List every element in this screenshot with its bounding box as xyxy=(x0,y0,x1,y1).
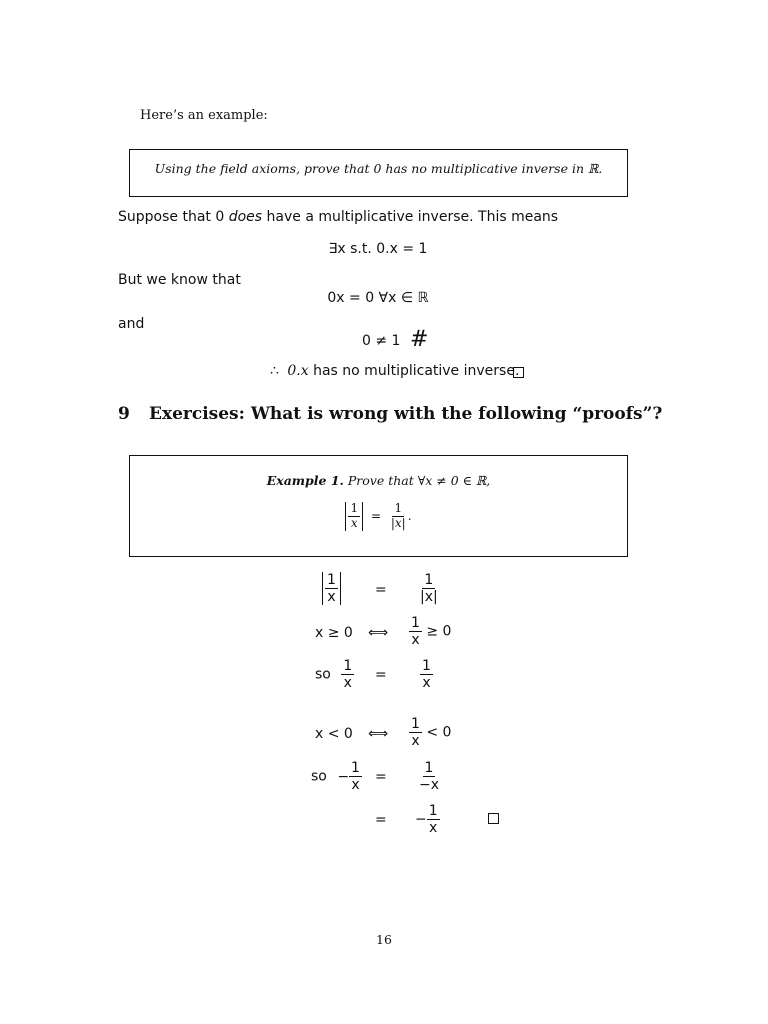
fraction xyxy=(349,760,362,793)
example-equation xyxy=(129,502,628,531)
fraction-denominator: x xyxy=(327,589,336,606)
proof-line-2: But we know that xyxy=(118,272,241,288)
so-word: so xyxy=(315,666,331,683)
fraction-denominator: x xyxy=(351,777,360,794)
example-statement: Prove that ∀x ≠ 0 ∈ ℝ, xyxy=(347,473,491,488)
row2-relation: ⟺ xyxy=(368,625,389,641)
fraction xyxy=(427,803,440,836)
proof-line-3: and xyxy=(118,316,145,332)
row6-relation: = xyxy=(375,812,387,828)
fraction-numerator: 1 xyxy=(411,716,420,732)
fraction-denominator: x xyxy=(422,675,431,692)
fraction-denominator: x xyxy=(343,675,352,692)
row6-rhs xyxy=(415,803,440,836)
fraction xyxy=(420,658,433,691)
so-word: so xyxy=(311,768,327,785)
row2-lhs: x ≥ 0 xyxy=(315,625,353,641)
proof-line-1 xyxy=(118,209,558,225)
fraction-numerator: 1 xyxy=(327,572,336,588)
conclusion-line xyxy=(270,363,519,379)
fraction-denominator: x xyxy=(350,515,358,530)
section-title: Exercises: What is wrong with the following “proofs”? xyxy=(149,404,663,424)
example-label: Example 1. xyxy=(266,473,344,488)
fraction xyxy=(417,760,441,793)
row4-lhs: x < 0 xyxy=(315,726,353,742)
page-number: 16 xyxy=(376,932,392,947)
row1-rhs xyxy=(418,572,440,605)
inequality-tail: < 0 xyxy=(426,724,452,741)
fraction-denominator: x xyxy=(411,733,420,750)
fraction-denominator: |x| xyxy=(420,589,438,606)
fraction xyxy=(418,572,440,605)
fraction xyxy=(409,716,422,749)
fraction-numerator: 1 xyxy=(394,501,403,515)
qed-square-icon xyxy=(513,367,524,378)
row5-relation: = xyxy=(375,769,387,785)
fraction xyxy=(341,658,354,691)
section-heading xyxy=(118,404,662,424)
inequality-tail: ≥ 0 xyxy=(426,623,452,640)
row5-rhs xyxy=(417,760,441,793)
fraction xyxy=(409,615,422,648)
fraction-numerator: 1 xyxy=(350,501,359,515)
proof-line-1-start: Suppose that 0 xyxy=(118,209,229,225)
row1-lhs xyxy=(322,572,341,605)
contradiction-symbol: # xyxy=(410,327,429,352)
equation-zero-not-one: 0 ≠ 1 xyxy=(362,333,401,349)
fraction xyxy=(325,572,338,605)
fraction-numerator: 1 xyxy=(422,658,431,674)
fraction-numerator: 1 xyxy=(411,615,420,631)
row1-relation: = xyxy=(375,582,387,598)
row4-rhs xyxy=(409,716,451,749)
minus-sign: − xyxy=(337,768,350,785)
fraction-numerator: 1 xyxy=(351,760,360,776)
equation-zero-times-x: 0x = 0 ∀x ∈ ℝ xyxy=(327,290,429,306)
period: . xyxy=(407,508,412,523)
abs-value-bars xyxy=(345,502,363,531)
fraction-numerator: 1 xyxy=(424,572,434,588)
equation-exists-inverse: ∃x s.t. 0.x = 1 xyxy=(328,241,428,257)
fraction-denominator: |x| xyxy=(390,515,406,530)
row5-lhs xyxy=(311,760,362,793)
row3-lhs xyxy=(315,658,354,691)
fraction-denominator: x xyxy=(411,632,420,649)
abs-value-bars xyxy=(322,572,341,605)
row3-rhs xyxy=(420,658,433,691)
fraction-one-over-x xyxy=(348,502,360,531)
problem-statement: Using the field axioms, prove that 0 has no multiplicative inverse in ℝ. xyxy=(154,161,603,176)
conclusion-text: has no multiplicative inverse. xyxy=(308,363,520,379)
section-number: 9 xyxy=(118,404,130,424)
fraction-denominator: x xyxy=(429,820,438,837)
conclusion-variable: 0.x xyxy=(287,363,309,379)
row2-rhs xyxy=(409,615,451,648)
row4-relation: ⟺ xyxy=(368,726,389,742)
proof-line-1-end: have a multiplicative inverse. This means xyxy=(262,209,559,225)
example-heading xyxy=(129,473,628,488)
therefore-symbol: ∴ xyxy=(270,363,279,379)
fraction-numerator: 1 xyxy=(343,658,353,674)
fraction-numerator: 1 xyxy=(428,803,438,819)
proof-line-1-emphasis: does xyxy=(228,209,263,225)
row3-relation: = xyxy=(375,667,387,683)
fraction-numerator: 1 xyxy=(424,760,434,776)
equals-sign: = xyxy=(370,508,381,523)
fraction-denominator: −x xyxy=(419,777,440,794)
qed-square-icon xyxy=(488,813,499,824)
minus-sign: − xyxy=(415,811,427,828)
fraction-one-over-abs-x xyxy=(389,502,408,531)
intro-text: Here’s an example: xyxy=(140,108,268,123)
